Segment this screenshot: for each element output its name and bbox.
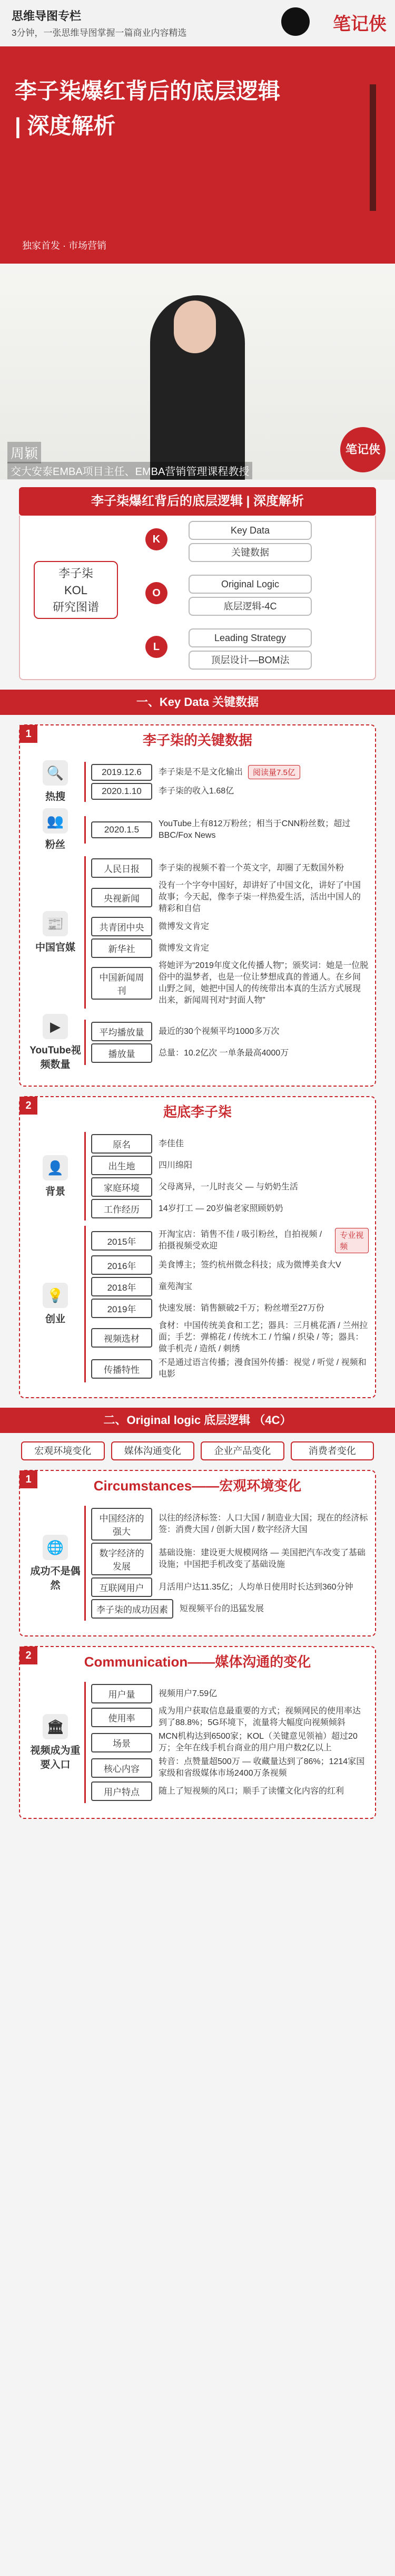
footer-space <box>0 1819 395 1829</box>
category-label: 视频成为重要入口 <box>30 1745 81 1770</box>
item-text: 短视频平台的迅猛发展 <box>180 1604 264 1613</box>
item-label: 央视新闻 <box>91 888 152 907</box>
item-text: 最近的30个视频平均1000多万次 <box>159 1026 280 1036</box>
category-icon: 📰 <box>43 911 68 936</box>
group-items <box>84 1132 369 1221</box>
leaf: 顶层设计—BOM法 <box>189 651 312 670</box>
item-row <box>91 1706 369 1729</box>
item-text: 李子柒的视频不着一个英文字，却圈了无数国外粉 <box>159 863 344 873</box>
section-card <box>19 724 376 1087</box>
category-icon: 🏛 <box>43 1714 68 1739</box>
item-text: 微博发文肯定 <box>159 943 210 953</box>
item-row <box>91 1199 369 1218</box>
section-card <box>19 1096 376 1398</box>
item-label: 人民日报 <box>91 858 152 878</box>
section-number: 2 <box>19 1647 37 1664</box>
group-category <box>26 911 84 954</box>
node-l: L <box>145 636 167 658</box>
item-label: 工作经历 <box>91 1199 152 1218</box>
leaf: Key Data <box>189 521 312 540</box>
section-title: Communication——媒体沟通的变化 <box>84 1654 311 1670</box>
item-text: 14岁打工 — 20岁偏老家照顾奶奶 <box>159 1204 283 1213</box>
group-category <box>26 808 84 851</box>
highlight-tag: 专业视频 <box>335 1228 369 1253</box>
section-number: 2 <box>19 1097 37 1115</box>
category-icon: 🌐 <box>43 1535 68 1560</box>
brand-logo-icon <box>281 7 310 36</box>
item-label: 家庭环境 <box>91 1177 152 1197</box>
item-text: 以往的经济标签：人口大国 / 制造业大国；现在的经济标签：消费大国 / 创新大国 / 数字经济大国 <box>159 1514 368 1534</box>
group-items <box>84 1506 369 1621</box>
section-title: 起底李子柒 <box>163 1104 232 1120</box>
section-title: 李子柒的关键数据 <box>142 732 252 748</box>
series-title: 思维导图专栏 <box>12 9 82 23</box>
item-label: 传播特性 <box>91 1359 152 1379</box>
item-row <box>91 1299 369 1318</box>
item-label: 播放量 <box>91 1043 152 1063</box>
item-text: 将她评为“2019年度文化传播人物”；颁奖词：她是一位脱俗中的温梦者，也是一位让梦想成真的普通人。在乡间山野之间，她把中国人的传统带出本真的生活方式展现出来，新闻周刊对“封面人物” <box>159 961 369 1005</box>
section-title: Circumstances——宏观环境变化 <box>93 1478 302 1494</box>
item-text: MCN机构达到6500家；KOL（关键意见领袖）超过20万；全年在线手机台商业的用户用户数2亿以上 <box>159 1732 358 1752</box>
item-text: 父母离异，一儿时丧父 — 与奶奶生活 <box>159 1182 298 1192</box>
group-items <box>84 816 369 844</box>
category-icon: 💡 <box>43 1283 68 1308</box>
item-row <box>91 1022 369 1041</box>
four-c-item: 宏观环境变化 <box>21 1441 105 1460</box>
leaf: 关键数据 <box>189 543 312 562</box>
section-number: 1 <box>19 1470 37 1488</box>
group-category <box>26 1014 84 1071</box>
item-label: 2020.1.10 <box>91 783 152 800</box>
speaker-name: 周颖 <box>7 442 41 463</box>
item-row <box>91 858 369 878</box>
item-label: 共青团中央 <box>91 917 152 936</box>
item-row <box>91 880 369 915</box>
group-items <box>84 1682 369 1803</box>
group <box>26 1132 369 1221</box>
overview-center <box>34 561 118 619</box>
item-text: 转音：点赞量超500万 — 收藏量达到了86%；1214家国家级和省级媒体市场2400万条视频 <box>159 1757 365 1778</box>
highlight-tag: 阅读量7.5亿 <box>248 765 300 779</box>
group-category <box>26 1714 84 1771</box>
item-label: 中国新闻周刊 <box>91 967 152 1000</box>
series-tagline: 3分钟，一张思维导图掌握一篇商业内容精选 <box>12 28 187 38</box>
four-c-item: 消费者变化 <box>291 1441 374 1460</box>
item-row <box>91 1277 369 1296</box>
hero-title-line1: 李子柒爆红背后的底层逻辑 <box>15 79 281 103</box>
figure-silhouette <box>370 84 376 211</box>
brand-name: 笔记侠 <box>333 15 387 34</box>
category-label: 创业 <box>45 1314 65 1325</box>
category-label: 背景 <box>45 1186 65 1197</box>
item-text: 成为用户获取信息最重要的方式；视频网民的使用率达到了88.8%；5G环境下，流量将大幅度向视频倾斜 <box>159 1707 361 1727</box>
item-label: 核心内容 <box>91 1758 152 1778</box>
item-row <box>91 1577 369 1597</box>
category-label: 粉丝 <box>45 839 65 850</box>
section-card <box>19 1470 376 1636</box>
item-row <box>91 1255 369 1275</box>
hero-banner <box>0 0 395 264</box>
group <box>26 1682 369 1803</box>
item-text: 月活用户达11.35亿；人均单日使用时长达到360分钟 <box>159 1582 353 1592</box>
item-label: 2020.1.5 <box>91 821 152 838</box>
item-text: 童苑淘宝 <box>159 1282 193 1291</box>
item-text: 总量：10.2亿次 一单条最高4000万 <box>159 1048 289 1058</box>
group-items <box>84 762 369 802</box>
item-row <box>91 783 369 800</box>
category-icon: 👤 <box>43 1155 68 1180</box>
leaf: 底层逻辑-4C <box>189 597 312 616</box>
group <box>26 1014 369 1071</box>
group-category <box>26 1283 84 1325</box>
hero-note: 独家首发 · 市场营销 <box>22 240 106 251</box>
section-number: 1 <box>19 725 37 743</box>
item-text: 快速发展：销售额破2千万；粉丝增至27万份 <box>159 1303 324 1313</box>
item-label: 李子柒的成功因素 <box>91 1599 173 1619</box>
item-row <box>91 1043 369 1063</box>
item-row <box>91 1134 369 1154</box>
speaker-face <box>174 301 216 353</box>
category-label: 中国官媒 <box>35 942 75 953</box>
section-banner: 一、Key Data 关键数据 <box>0 690 395 715</box>
leaf: Original Logic <box>189 575 312 594</box>
item-row <box>91 1781 369 1801</box>
group <box>26 1506 369 1621</box>
speaker-role: 交大安泰EMBA项目主任、EMBA营销管理课程教授 <box>7 462 252 479</box>
item-row <box>91 1320 369 1355</box>
category-label: 成功不是偶然 <box>30 1566 81 1591</box>
category-icon: 👥 <box>43 808 68 834</box>
item-row <box>91 1508 369 1541</box>
group-category <box>26 760 84 803</box>
item-label: 2015年 <box>91 1231 152 1251</box>
group <box>26 808 369 851</box>
four-c-row <box>21 1441 374 1460</box>
item-text: 视频用户7.59亿 <box>159 1689 218 1698</box>
item-label: 场景 <box>91 1733 152 1752</box>
item-label: 新华社 <box>91 938 152 958</box>
item-text: 美食博主；签约杭州微念科技；成为微博美食大V <box>159 1260 341 1270</box>
item-row <box>91 1228 369 1253</box>
item-row <box>91 938 369 958</box>
item-text: YouTube上有812万粉丝；相当于CNN粉丝数；超过BBC/Fox News <box>159 819 351 840</box>
group <box>26 760 369 803</box>
item-label: 2019年 <box>91 1299 152 1318</box>
node-k: K <box>145 528 167 550</box>
item-label: 原名 <box>91 1134 152 1154</box>
item-row <box>91 1543 369 1575</box>
item-row <box>91 1684 369 1703</box>
item-label: 用户特点 <box>91 1781 152 1801</box>
item-text: 微博发文肯定 <box>159 922 210 931</box>
node-o: O <box>145 582 167 604</box>
item-row <box>91 960 369 1006</box>
item-label: 互联网用户 <box>91 1577 152 1597</box>
item-text: 随上了短视频的风口；顺手了读懂文化内容的红利 <box>159 1786 344 1796</box>
item-label: 平均播放量 <box>91 1022 152 1041</box>
item-row <box>91 917 369 936</box>
item-label: 2018年 <box>91 1277 152 1296</box>
brand-stamp: 笔记侠 <box>340 427 386 472</box>
item-text: 没有一个字夸中国好，却讲好了中国文化，讲好了中国故事；今天起，像李子柒一样热爱生活，活出中国人的精彩和自信 <box>159 881 361 913</box>
category-label: 热搜 <box>45 791 65 802</box>
item-text: 李子柒的收入1.68亿 <box>159 786 234 796</box>
leaf: Leading Strategy <box>189 628 312 647</box>
item-text: 四川绵阳 <box>159 1160 193 1170</box>
item-label: 中国经济的强大 <box>91 1508 152 1541</box>
item-label: 数字经济的发展 <box>91 1543 152 1575</box>
speaker-photo <box>0 264 395 480</box>
item-text: 李子柒是不是文化输出 <box>159 767 243 777</box>
item-text: 食材：中国传统美食和工艺；器具：三月桃花酒 / 兰州拉面；手艺：弹棉花 / 传统木工 / 竹编 / 织染 / 等；器具：做手机壳 / 造纸 / 刺绣 <box>159 1321 368 1353</box>
header-bar <box>0 0 395 46</box>
item-row <box>91 1599 369 1619</box>
item-label: 用户量 <box>91 1684 152 1703</box>
category-label: YouTube视频数量 <box>29 1045 81 1070</box>
group <box>26 1226 369 1382</box>
item-label: 2016年 <box>91 1255 152 1275</box>
group <box>26 856 369 1009</box>
group-category <box>26 1155 84 1198</box>
group-items <box>84 856 369 1009</box>
item-label: 使用率 <box>91 1708 152 1727</box>
item-label: 出生地 <box>91 1156 152 1175</box>
item-row <box>91 764 369 781</box>
four-c-item: 企业产品变化 <box>201 1441 284 1460</box>
item-row <box>91 1731 369 1754</box>
item-text: 李佳佳 <box>159 1139 184 1148</box>
section-card <box>19 1646 376 1819</box>
item-text: 不是通过语言传播；漫食国外传播：视觉 / 听觉 / 视频和电影 <box>159 1358 367 1379</box>
item-text: 基础设施：建设更大规模网络 — 美国把汽车改变了基础设施；中国把手机改变了基础设施 <box>159 1548 366 1569</box>
center-line: 李子柒 <box>58 567 93 580</box>
item-label: 视频选材 <box>91 1328 152 1348</box>
group-items <box>84 1020 369 1065</box>
item-row <box>91 1177 369 1197</box>
group-category <box>26 1535 84 1592</box>
group-items <box>84 1226 369 1382</box>
hero-title <box>15 74 280 143</box>
item-label: 2019.12.6 <box>91 764 152 781</box>
item-text: 开淘宝店：销售不佳 / 吸引粉丝，自拍视频 / 拍摄视频受欢迎 <box>159 1230 322 1251</box>
category-icon: 🔍 <box>43 760 68 786</box>
section-banner: 二、Original logic 底层逻辑 （4C） <box>0 1408 395 1433</box>
item-row <box>91 818 369 841</box>
overview-diagram <box>19 516 376 680</box>
overview-title: 李子柒爆红背后的底层逻辑 | 深度解析 <box>19 487 376 516</box>
category-icon: ▶ <box>43 1014 68 1039</box>
item-row <box>91 1756 369 1779</box>
item-row <box>91 1357 369 1380</box>
center-line: 研究图谱 <box>52 601 99 614</box>
item-row <box>91 1156 369 1175</box>
four-c-item: 媒体沟通变化 <box>111 1441 195 1460</box>
hero-title-line2: | 深度解析 <box>15 113 116 138</box>
center-line: KOL <box>64 584 88 597</box>
